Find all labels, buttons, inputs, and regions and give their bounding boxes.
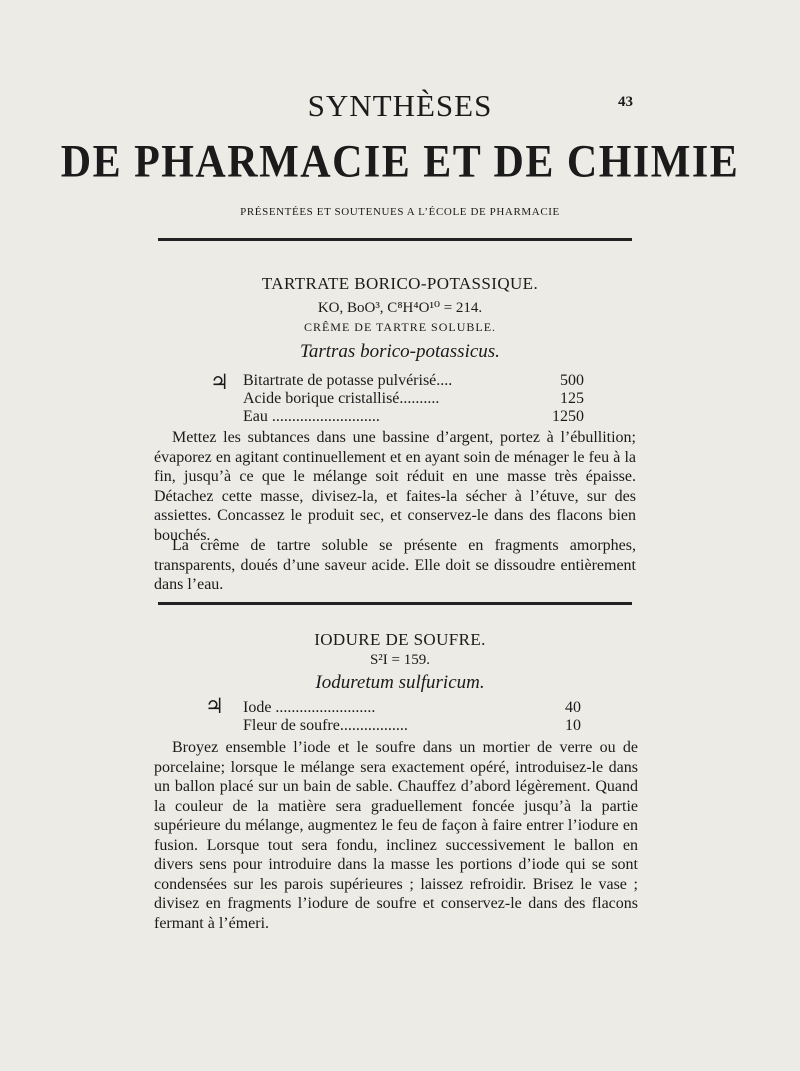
subtitle: PRÉSENTÉES ET SOUTENUES A L’ÉCOLE DE PHARMACIE	[240, 206, 560, 218]
section-divider-1	[158, 238, 632, 241]
section1-formula: KO, BoO³, C⁸H⁴O¹⁰ = 214.	[317, 300, 483, 316]
section2-paragraph-1: Broyez ensemble l’iode et le soufre dans un mortier de verre ou de porcelaine; lorsque le mélange sera exactement opéré, introduisez-le dans un ballon placé sur un bain de sable. Chauffez d’abord légèrement. Quand la couleur de la matière sera graduellement foncée jusqu’à la partie supérieure du mélange, augmentez le feu de façon à faire entrer l’iodure en fusion. Lorsque tout sera fondu, inclinez successivement le ballon en divers sens pour introduire dans la masse les portions d’iode qui se sont condensées sur les parois supérieures ; laissez refroidir. Brisez le vase ; divisez en fragments l’iodure de soufre et conservez-le dans des flacons fermant à l’émeri.	[154, 739, 638, 932]
recipe-symbol-icon: ♃	[205, 694, 224, 718]
ingredient-qty: 500	[560, 372, 584, 389]
title-line-2: DE PHARMACIE ET DE CHIMIE	[60, 136, 740, 188]
ingredient-row	[243, 408, 584, 426]
ingredient-name: Fleur de soufre.................	[243, 717, 408, 734]
section2-title: IODURE DE SOUFRE.	[314, 630, 486, 649]
ingredient-name: Eau ...........................	[243, 408, 380, 425]
section1-ingredients	[243, 372, 584, 426]
title-line-1: SYNTHÈSES	[307, 88, 493, 123]
recipe-symbol-icon: ♃	[210, 370, 229, 394]
ingredient-qty: 1250	[552, 408, 584, 425]
section2-ingredients	[243, 699, 581, 735]
section-divider-2	[158, 602, 632, 605]
ingredient-name: Iode .........................	[243, 699, 376, 716]
section1-subtitle: CRÊME DE TARTRE SOLUBLE.	[303, 320, 497, 334]
section1-paragraph-1: Mettez les subtances dans une bassine d’argent, portez à l’ébullition; évaporez en agitant continuellement et en ayant soin de ménager le feu à la fin, jusqu’à ce que le mélange soit réduit en une masse très épaisse. Détachez cette masse, divisez-la, et faites-la sécher à l’étuve, sur des assiettes. Concassez le produit sec, et conservez-le dans des flacons bien bouchés.	[154, 429, 636, 544]
ingredient-row	[243, 390, 584, 408]
page-number: 43	[618, 94, 633, 110]
ingredient-row	[243, 372, 584, 390]
section1-paragraph-2: La crême de tartre soluble se présente en fragments amorphes, transparents, doués d’une saveur acide. Elle doit se dissoudre entièrement dans l’eau.	[154, 537, 636, 593]
ingredient-row	[243, 717, 581, 735]
ingredient-row	[243, 699, 581, 717]
section2-latin-name: Ioduretum sulfuricum.	[315, 672, 485, 693]
ingredient-name: Acide borique cristallisé..........	[243, 390, 440, 407]
ingredient-qty: 125	[560, 390, 584, 407]
section2-formula: S²I = 159.	[369, 652, 431, 668]
ingredient-name: Bitartrate de potasse pulvérisé....	[243, 372, 453, 389]
ingredient-qty: 40	[565, 699, 581, 716]
ingredient-qty: 10	[565, 717, 581, 734]
section1-latin-name: Tartras borico-potassicus.	[300, 341, 500, 362]
section1-title: TARTRATE BORICO-POTASSIQUE.	[261, 274, 539, 293]
